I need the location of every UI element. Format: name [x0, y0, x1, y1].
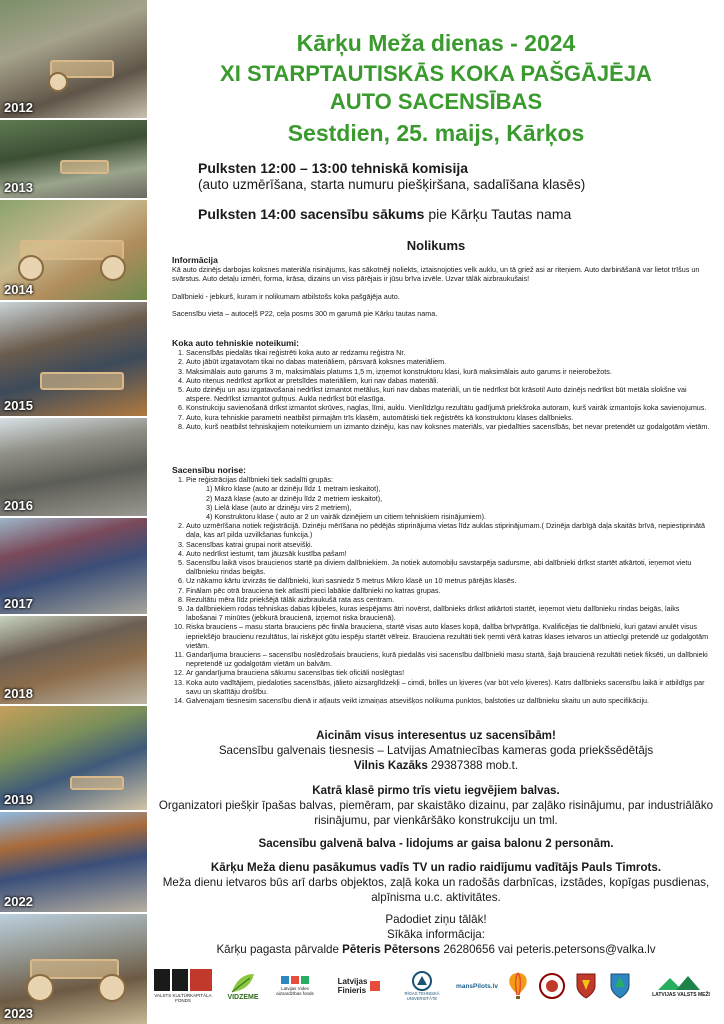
- race-procedure: [172, 466, 712, 705]
- hot-air-balloon-icon: [507, 971, 529, 1001]
- wheel-image: [18, 255, 44, 281]
- list-item: 14. Galvenajam tiesnesim sacensību dienā ir atļauts veikt izmaiņas atsevišķos nolikuma punktos, balstoties uz dalībnieku skaitu un auto specifikāciju.: [186, 696, 712, 705]
- info-heading: Informācija: [172, 255, 218, 265]
- list-item: [186, 475, 712, 521]
- valka-shield-icon: [575, 972, 597, 1000]
- year-label: 2016: [4, 498, 33, 513]
- valka-county-coat-of-arms: [572, 968, 600, 1004]
- rtu-crest-icon: [410, 971, 434, 991]
- judge-name: Vilnis Kazāks: [353, 759, 428, 772]
- rules-title: Nolikums: [406, 238, 466, 253]
- lvm-mark-icon: [656, 974, 706, 992]
- share-text: Padodiet ziņu tālāk!: [385, 913, 487, 926]
- photo-2012: [0, 0, 147, 118]
- tech-commission-details: (auto uzmērīšana, starta numuru piešķiršana, sadalīšana klasēs): [198, 177, 586, 192]
- list-item: 3. Sacensības katrai grupai norit atsevišķi.: [186, 540, 712, 549]
- technical-rules-heading: Koka auto tehniskie noteikumi:: [172, 338, 300, 348]
- photo-2019: [0, 706, 147, 810]
- host-text: Meža dienu ietvaros būs arī darbs objektos, zaļā koka un radošās darbnīcas, izstādes, kopīgas pusdienas, alpīnisma u.c. aktivitātes.: [162, 876, 710, 904]
- year-label: 2015: [4, 398, 33, 413]
- list-item: 8. Auto, kurš neatbilst tehniskajiem noteikumiem un izmanto dzinēju, kas nav koksnes materiāls, var piedalīties sacensībās, bet nevar pretendēt uz godalgotām vietām.: [186, 422, 712, 431]
- list-item: 4. Auto nedrīkst iestumt, tam jāuzsāk kustība pašam!: [186, 549, 712, 558]
- prizes-heading: Katrā klasē pirmo trīs vietu iegvējiem balvas.: [312, 784, 560, 797]
- photo-strip: [0, 0, 147, 1024]
- start-time-heading: Pulksten 14:00 sacensību sākums: [198, 206, 425, 222]
- invitation-heading: Aicinām visus interesentus uz sacensībām!: [316, 729, 556, 742]
- main-prize-text: Sacensību galvenā balva - lidojums ar gaisa balonu 2 personām.: [258, 837, 614, 850]
- photo-2016: [0, 418, 147, 516]
- finieris-logo-text-1: Latvijas: [337, 977, 368, 986]
- photo-2013: [0, 120, 147, 198]
- list-item: 9. Ja dalībniekiem rodas tehniskas dabas kļibeles, kuras iespējams ātri novērst, dalībnieks drīkst atkārtoti startēt, ieņemot vietu dalībnieku rindas beigās, laiks labošanai 7 minūtes (jebkurā braucienā, izņemot riska braucienā).: [186, 604, 712, 622]
- wooden-car-image: [40, 372, 124, 390]
- wheel-image: [26, 974, 54, 1002]
- class-item: 4) Konstruktoru klase ( auto ar 2 un vairāk dzinējiem un citiem tehniskiem risinājumiem).: [206, 512, 487, 522]
- list-item: 10. Riska brauciens – masu starta brauciens pēc fināla brauciena, startē visas auto klases kopā, dalība brīvprātīga. Kvalificējas tie dalībnieki, kuri gatavi anulēt visus iepriekšējo braucienu rezultātus, lai riskējot gūtu iespēju startēt vēlreiz. Brauciena rezultāti tiek ņemti vērā katras klases ietvaros un attiecīgi pretendē uz godalgotām vietām.: [186, 622, 712, 650]
- kulturkapitala-fonds-logo: [152, 968, 214, 1004]
- manspilots-logo-text: mansPilots.lv: [456, 982, 498, 990]
- hot-air-balloon-logo: [504, 968, 532, 1004]
- list-item: 1. Sacensībās piedalās tikai reģistrēti koka auto ar redzamu reģistra Nr.: [186, 348, 712, 357]
- year-label: 2019: [4, 792, 33, 807]
- kkf-mark-icon: [154, 969, 212, 991]
- karki-parish-coat-of-arms: [606, 968, 634, 1004]
- technical-rules-list: [172, 348, 712, 431]
- host-block: [152, 860, 720, 905]
- wooden-car-image: [60, 160, 109, 174]
- judge-line: Sacensību galvenais tiesnesis – Latvijas Amatniecības kameras goda priekšsēdētājs: [218, 744, 654, 757]
- year-label: 2017: [4, 596, 33, 611]
- list-item: 7. Auto, kura tehniskie parametri neatbilst pirmajām trīs klasēm, automātiski tiek reģistrēts kā konstruktoru klases dalībnieks.: [186, 413, 712, 422]
- venue-paragraph: Sacensību vieta – autoceļš P22, ceļa posms 300 m garumā pie Kārķu tautas nama.: [172, 308, 438, 318]
- list-item: 5. Auto dzinēju un asu izgatavošanai nedrīkst izmantot metālus, kuri nav dabas materiāli, un tie nedrīkst būt krāsoti! Auto dzinējs nedrīkst būt metāla slokšne vai atspere. Nedrīkst izmantot gultņus. Aukla nedrīkst būt elastīga.: [186, 385, 712, 403]
- manspilots-logo: [452, 968, 502, 1004]
- class-item: 3) Lielā klase (auto ar dzinēju virs 2 metriem),: [206, 502, 352, 512]
- finieris-mark-icon: [370, 981, 380, 991]
- contact-name: Pēteris Pētersons: [342, 943, 441, 956]
- judge-phone: 29387388 mob.t.: [427, 759, 519, 772]
- vidzeme-leaf-icon: [228, 972, 258, 994]
- contact-org: Kārķu pagasta pārvalde: [216, 943, 343, 956]
- start-time: [198, 206, 571, 222]
- sponsor-logos: [152, 968, 720, 1008]
- list-item: 8. Rezultātu mēra līdz priekšējā tālāk aizbraukušā rata ass centram.: [186, 595, 712, 604]
- wheel-image: [98, 974, 126, 1002]
- list-item: 2. Auto uzmērīšana notiek reģistrācijā. Dzinēju mērīšana no pēdējās stiprinājuma vietas līdz auklas stiprinājumam.( Dzinēja darbīgā daļa skaitās brīvā, nepiestiprinātā daļa, kas arī pilda uzvilkšanas funkcija.): [186, 521, 712, 539]
- list-item: 6. Konstrukciju savienošanā drīkst izmantot skrūves, naglas, līmi, auklu. Vienlīdzīgu rezultātu gadījumā priekšroka autoram, kurš vairāk izmantojis koka savienojumus.: [186, 403, 712, 412]
- race-procedure-list: [172, 475, 712, 705]
- photo-2018: [0, 616, 147, 704]
- vides-fonds-logo: [270, 968, 320, 1004]
- technical-rules: [172, 339, 712, 431]
- event-title: Kārķu Meža dienas - 2024: [296, 30, 576, 56]
- competition-title: [152, 60, 720, 116]
- year-label: 2022: [4, 894, 33, 909]
- list-item: 2. Auto jābūt izgatavotam tikai no dabas materiāliem, pārsvarā koksnes materiāliem.: [186, 357, 712, 366]
- lvm-logo-text: LATVIJAS VALSTS MEŽI: [652, 992, 710, 998]
- year-label: 2018: [4, 686, 33, 701]
- wheel-image: [100, 255, 126, 281]
- photo-2017: [0, 518, 147, 614]
- list-item: 11. Gandarījuma brauciens – sacensību noslēdzošais brauciens, kurā piedalās visi sacensību dalībnieki masu startā, šajā braucienā rezultāti netiek fiksēti, un dalībnieki nepretendē uz godalgotām vietām un balvām.: [186, 650, 712, 668]
- competition-title-line1: XI STARPTAUTISKĀS KOKA PAŠGĀJĒJA: [220, 61, 652, 86]
- year-label: 2014: [4, 282, 33, 297]
- participants-paragraph: Dalībnieki - jebkurš, kuram ir nolikumam atbilstošs koka pašgājēja auto.: [172, 291, 400, 301]
- contact-block: [152, 912, 720, 957]
- list-item: 4. Auto riteņus nedrīkst aprīkot ar pretslīdes materiāliem, kuri nav dabas materiāli.: [186, 376, 712, 385]
- photo-2022: [0, 812, 147, 912]
- rtu-logo: [398, 968, 446, 1004]
- tech-commission-heading: Pulksten 12:00 – 13:00 tehniskā komisija: [198, 160, 469, 176]
- year-label: 2013: [4, 180, 33, 195]
- vidzeme-logo-text: VIDZEME: [227, 993, 259, 1001]
- rtu-logo-text: RĪGAS TEHNISKĀ UNIVERSITĀTE: [404, 991, 440, 1001]
- race-procedure-heading: Sacensību norise:: [172, 465, 247, 475]
- vides-fonds-logo-text: Latvijas Vides aizsardzības fonds: [276, 986, 314, 996]
- prizes-block: [152, 783, 720, 828]
- amatniecibas-kamera-logo: [536, 968, 568, 1004]
- competition-title-line2: AUTO SACENSĪBAS: [329, 89, 543, 114]
- year-label: 2023: [4, 1006, 33, 1021]
- karki-shield-icon: [609, 972, 631, 1000]
- year-label: 2012: [4, 100, 33, 115]
- latvijas-valsts-mezi-logo: [644, 968, 718, 1004]
- vides-fonds-mark-icon: [281, 976, 309, 984]
- list-item: 3. Maksimālais auto garums 3 m, maksimālais platums 1,5 m, izņemot konstruktoru klasi, kurā maksimālais auto garums ir neierobežots.: [186, 367, 712, 376]
- start-time-location: pie Kārķu Tautas nama: [424, 206, 572, 222]
- amatniecibas-seal-icon: [538, 972, 566, 1000]
- wheel-image: [48, 72, 68, 92]
- photo-2023: [0, 914, 147, 1024]
- list-item: 6. Uz nākamo kārtu izvirzās tie dalībnieki, kuri sasniedz 5 metrus Mikro klasē un 10 metrus pārējās klasēs.: [186, 576, 712, 585]
- list-item: 13. Koka auto vadītājiem, piedaloties sacensībās, jālieto aizsarglīdzekļi – cimdi, brilles un ķiveres (var būt velo ķiveres). Katrs dalībnieks sacensību laikā ir atbildīgs par savu un skatītāju drošību.: [186, 678, 712, 696]
- photo-2014: [0, 200, 147, 300]
- photo-2015: [0, 302, 147, 416]
- event-date: Sestdien, 25. maijs, Kārķos: [287, 120, 585, 146]
- list-item: 7. Finālam pēc otrā brauciena tiek atlasīti pieci labākie dalībnieki no katras grupas.: [186, 586, 712, 595]
- info-section: [172, 256, 712, 318]
- wooden-car-image: [70, 776, 124, 790]
- main-prize: [152, 836, 720, 851]
- list-item: 12. Ar gandarījuma brauciena sākumu sacensības tiek oficiāli noslēgtas!: [186, 668, 712, 677]
- vidzeme-logo: [222, 968, 264, 1004]
- info-paragraph: Kā auto dzinējs darbojas koksnes materiāla risinājums, kas sākotnēji noliekts, iztaisnojoties velk auklu, un tā griež asi ar riteņiem. Auto darbināšanā var lietot trīšus un svārstus. Auto detaļu izmēri, forma, krāsa, dizains un viss pārējais ir jūsu brīva izvēle. Uzvar tālāk aizbraukušais!: [172, 265, 700, 284]
- contact-details: 26280656 vai peteris.petersons@valka.lv: [440, 943, 656, 956]
- groups-intro: Pie reģistrācijas dalībnieki tiek sadalīti grupās:: [186, 475, 334, 485]
- invitation-block: [152, 728, 720, 773]
- list-item: 5. Sacensību laikā visos braucienos startē pa diviem dalībniekiem. Ja notiek automobiļu savstarpēja sadursme, abi dalībnieki drīkst startēt atkārtoti, ieņemot vietu dalībnieku rindas beigās.: [186, 558, 712, 576]
- finieris-logo-text-2: Finieris: [337, 986, 367, 995]
- tech-commission-time: [198, 160, 585, 192]
- latvijas-finieris-logo: [330, 968, 388, 1004]
- host-heading: Kārķu Meža dienu pasākumus vadīs TV un radio raidījumu vadītājs Pauls Timrots.: [210, 861, 662, 874]
- more-info-text: Sīkāka informācija:: [387, 928, 485, 941]
- class-item: 1) Mikro klase (auto ar dzinēju līdz 1 metram ieskaitot),: [206, 484, 381, 494]
- kkf-logo-text: VALSTS KULTŪRKAPITĀLA FONDS: [154, 993, 212, 1003]
- prizes-text: Organizatori piešķir īpašas balvas, piemēram, par skaistāko dizainu, par zaļāko risinājumu, par industriālāko risinājumu, par vienkāršāko konstrukciju un tml.: [158, 799, 714, 827]
- class-item: 2) Mazā klase (auto ar dzinēju līdz 2 metriem ieskaitot),: [206, 493, 383, 503]
